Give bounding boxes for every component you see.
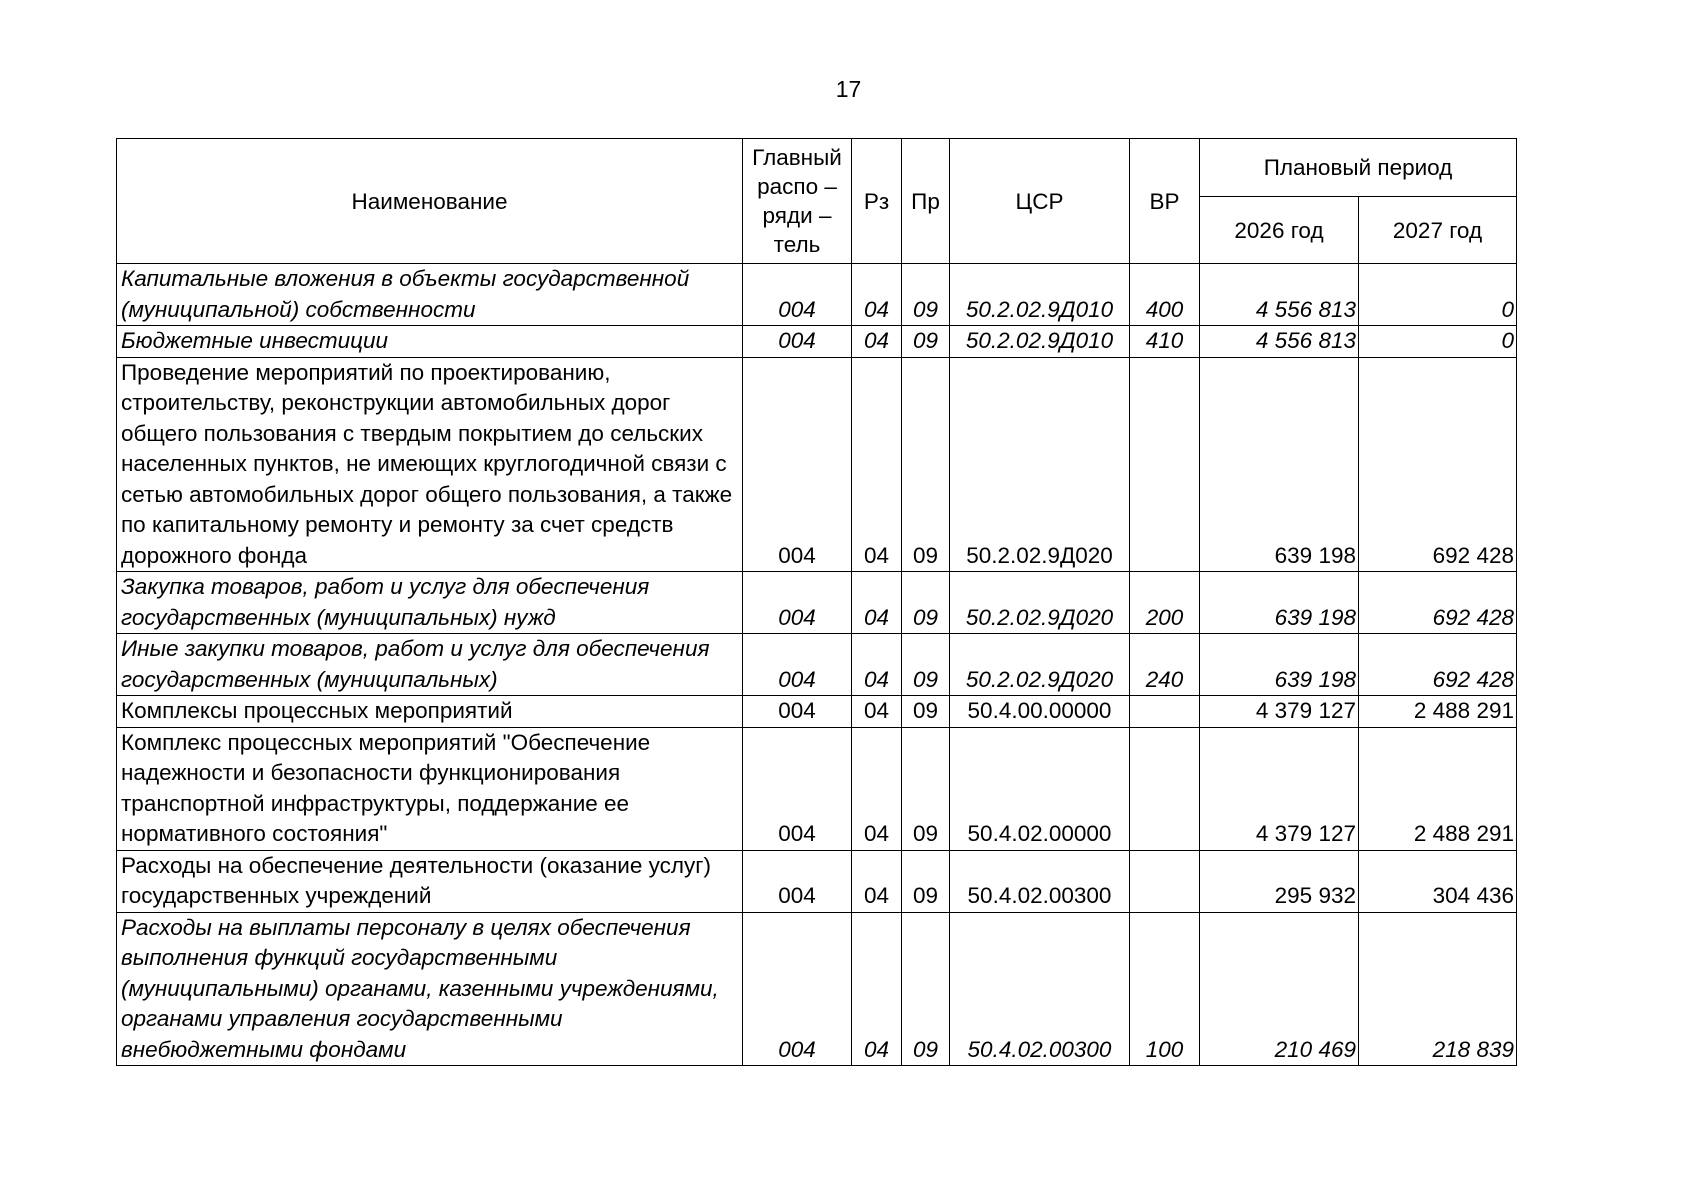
table-row	[117, 572, 1517, 634]
cell-2027: 2 488 291	[1359, 727, 1517, 850]
cell-grbs: 004	[743, 264, 852, 326]
cell-grbs: 004	[743, 850, 852, 912]
table-row	[117, 326, 1517, 358]
cell-vr: 410	[1130, 326, 1200, 358]
cell-csr: 50.4.02.00300	[950, 850, 1130, 912]
header-row	[117, 139, 1517, 197]
cell-vr: 100	[1130, 912, 1200, 1066]
cell-rz: 04	[852, 696, 902, 728]
cell-rz: 04	[852, 912, 902, 1066]
header-name: Наименование	[117, 139, 743, 264]
cell-name: Бюджетные инвестиции	[117, 326, 743, 358]
cell-2026: 4 379 127	[1200, 696, 1359, 728]
cell-grbs: 004	[743, 634, 852, 696]
cell-name: Капитальные вложения в объекты государственной (муниципальной) собственности	[117, 264, 743, 326]
cell-pr: 09	[902, 634, 950, 696]
cell-rz: 04	[852, 326, 902, 358]
table-row	[117, 727, 1517, 850]
table-row	[117, 357, 1517, 572]
cell-2027: 692 428	[1359, 357, 1517, 572]
cell-name: Иные закупки товаров, работ и услуг для обеспечения государственных (муниципальных)	[117, 634, 743, 696]
cell-name: Комплексы процессных мероприятий	[117, 696, 743, 728]
header-csr: ЦСР	[950, 139, 1130, 264]
header-year-2027: 2027 год	[1359, 197, 1517, 264]
cell-grbs: 004	[743, 696, 852, 728]
cell-pr: 09	[902, 727, 950, 850]
cell-vr: 200	[1130, 572, 1200, 634]
cell-2027: 692 428	[1359, 634, 1517, 696]
cell-grbs: 004	[743, 326, 852, 358]
cell-grbs: 004	[743, 912, 852, 1066]
cell-vr: 240	[1130, 634, 1200, 696]
cell-2026: 210 469	[1200, 912, 1359, 1066]
cell-rz: 04	[852, 850, 902, 912]
cell-2027: 692 428	[1359, 572, 1517, 634]
cell-csr: 50.4.00.00000	[950, 696, 1130, 728]
cell-2026: 4 556 813	[1200, 264, 1359, 326]
cell-name: Расходы на выплаты персоналу в целях обеспечения выполнения функций государственными (муниципальными) органами, казенными учреждениями, органами управления государственными внебюджетными фондами	[117, 912, 743, 1066]
cell-2027: 0	[1359, 264, 1517, 326]
cell-rz: 04	[852, 727, 902, 850]
cell-csr: 50.2.02.9Д010	[950, 326, 1130, 358]
header-rz: Рз	[852, 139, 902, 264]
table-row	[117, 850, 1517, 912]
cell-csr: 50.2.02.9Д020	[950, 357, 1130, 572]
header-pr: Пр	[902, 139, 950, 264]
cell-grbs: 004	[743, 357, 852, 572]
cell-pr: 09	[902, 696, 950, 728]
table-row	[117, 264, 1517, 326]
cell-2027: 0	[1359, 326, 1517, 358]
table-body	[117, 264, 1517, 1066]
cell-name: Комплекс процессных мероприятий "Обеспечение надежности и безопасности функционирования транспортной инфраструктуры, поддержание ее нормативного состояния"	[117, 727, 743, 850]
cell-vr	[1130, 727, 1200, 850]
header-main-manager: Главный распо – ряди – тель	[743, 139, 852, 264]
header-year-2026: 2026 год	[1200, 197, 1359, 264]
budget-table	[116, 138, 1517, 1066]
cell-rz: 04	[852, 264, 902, 326]
cell-csr: 50.4.02.00300	[950, 912, 1130, 1066]
cell-pr: 09	[902, 326, 950, 358]
cell-grbs: 004	[743, 572, 852, 634]
cell-rz: 04	[852, 634, 902, 696]
page-number: 17	[835, 76, 862, 102]
cell-vr: 400	[1130, 264, 1200, 326]
cell-name: Расходы на обеспечение деятельности (оказание услуг) государственных учреждений	[117, 850, 743, 912]
cell-vr	[1130, 357, 1200, 572]
cell-pr: 09	[902, 264, 950, 326]
cell-2026: 639 198	[1200, 634, 1359, 696]
header-planned-period: Плановый период	[1200, 139, 1517, 197]
cell-name: Проведение мероприятий по проектированию, строительству, реконструкции автомобильных дорог общего пользования с твердым покрытием до сельских населенных пунктов, не имеющих круглогодичной связи с сетью автомобильных дорог общего пользования, а также по капитальному ремонту и ремонту за счет средств дорожного фонда	[117, 357, 743, 572]
cell-pr: 09	[902, 912, 950, 1066]
cell-pr: 09	[902, 572, 950, 634]
table-row	[117, 696, 1517, 728]
cell-2026: 639 198	[1200, 572, 1359, 634]
cell-2027: 218 839	[1359, 912, 1517, 1066]
header-vr: ВР	[1130, 139, 1200, 264]
table-row	[117, 912, 1517, 1066]
cell-grbs: 004	[743, 727, 852, 850]
cell-rz: 04	[852, 357, 902, 572]
cell-2026: 4 556 813	[1200, 326, 1359, 358]
cell-name: Закупка товаров, работ и услуг для обеспечения государственных (муниципальных) нужд	[117, 572, 743, 634]
cell-csr: 50.4.02.00000	[950, 727, 1130, 850]
cell-csr: 50.2.02.9Д010	[950, 264, 1130, 326]
cell-rz: 04	[852, 572, 902, 634]
cell-2026: 4 379 127	[1200, 727, 1359, 850]
cell-2026: 639 198	[1200, 357, 1359, 572]
cell-vr	[1130, 696, 1200, 728]
table-row	[117, 634, 1517, 696]
cell-pr: 09	[902, 357, 950, 572]
cell-2026: 295 932	[1200, 850, 1359, 912]
cell-csr: 50.2.02.9Д020	[950, 572, 1130, 634]
cell-csr: 50.2.02.9Д020	[950, 634, 1130, 696]
cell-pr: 09	[902, 850, 950, 912]
cell-2027: 304 436	[1359, 850, 1517, 912]
cell-vr	[1130, 850, 1200, 912]
cell-2027: 2 488 291	[1359, 696, 1517, 728]
